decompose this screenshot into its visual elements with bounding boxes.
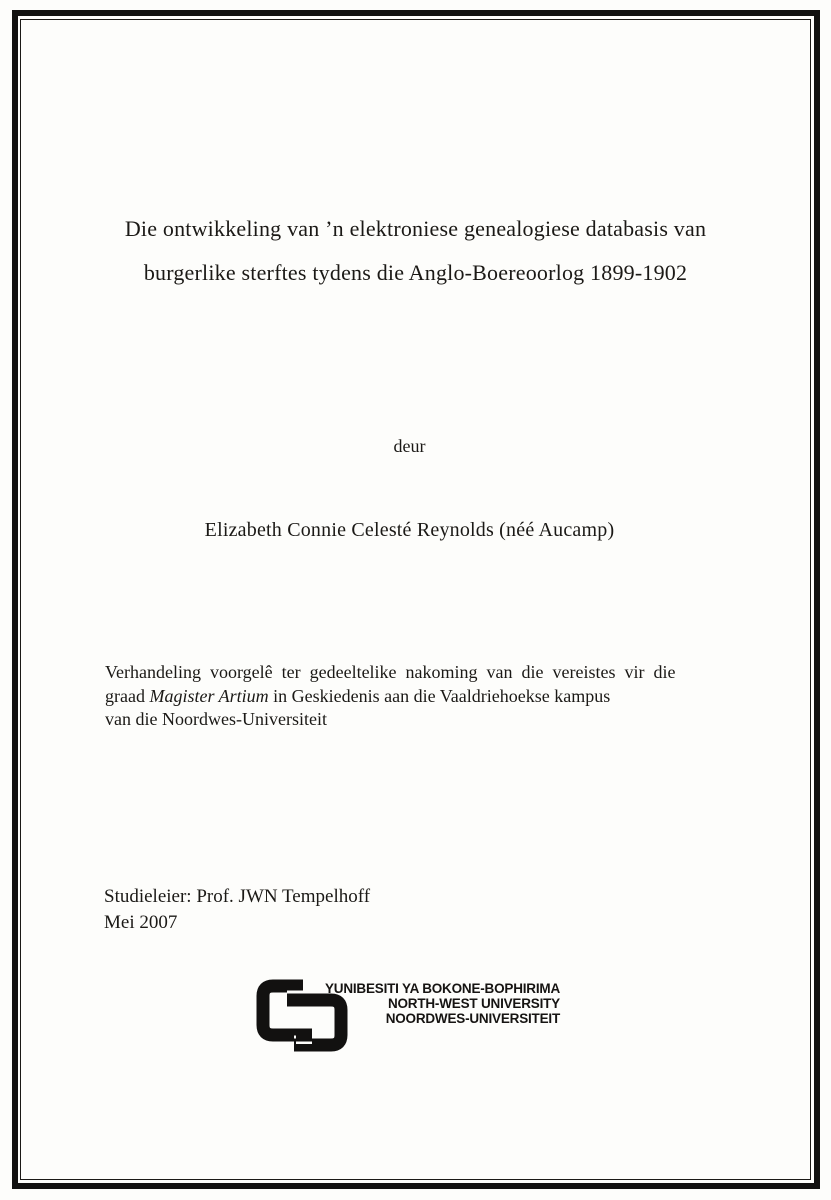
submission-line2-pre: graad [105, 685, 150, 706]
degree-name: Magister Artium [149, 685, 269, 706]
submission-line2-post: in Geskiedenis aan die Vaaldriehoekse kampus [268, 685, 611, 706]
supervisor-block [104, 884, 370, 936]
nwu-logo-wordmark [318, 981, 560, 1027]
submission-line3: van die Noordwes-Universiteit [105, 709, 327, 729]
nwu-logo-line1: YUNIBESITI YA BOKONE-BOPHIRIMA [324, 981, 560, 996]
byline-label: deur [393, 436, 426, 456]
nwu-logo-line3: NOORDWES-UNIVERSITEIT [385, 1011, 560, 1027]
thesis-title [55, 207, 776, 295]
submission-line1: Verhandeling voorgelê ter gedeeltelike nakoming van die vereistes vir die [105, 662, 676, 682]
author-name: Elizabeth Connie Celesté Reynolds (néé Aucamp) [204, 519, 615, 541]
date-line: Mei 2007 [104, 912, 178, 933]
nwu-logo-line2: NORTH-WEST UNIVERSITY [387, 996, 560, 1012]
thesis-title-line1: Die ontwikkeling van ’n elektroniese genealogiese databasis van [124, 216, 707, 241]
thesis-title-line2: burgerlike sterftes tydens die Anglo-Boereoorlog 1899-1902 [143, 260, 688, 285]
supervisor-line: Studieleier: Prof. JWN Tempelhoff [104, 886, 371, 907]
submission-line2 [105, 685, 749, 709]
submission-statement [105, 661, 749, 732]
